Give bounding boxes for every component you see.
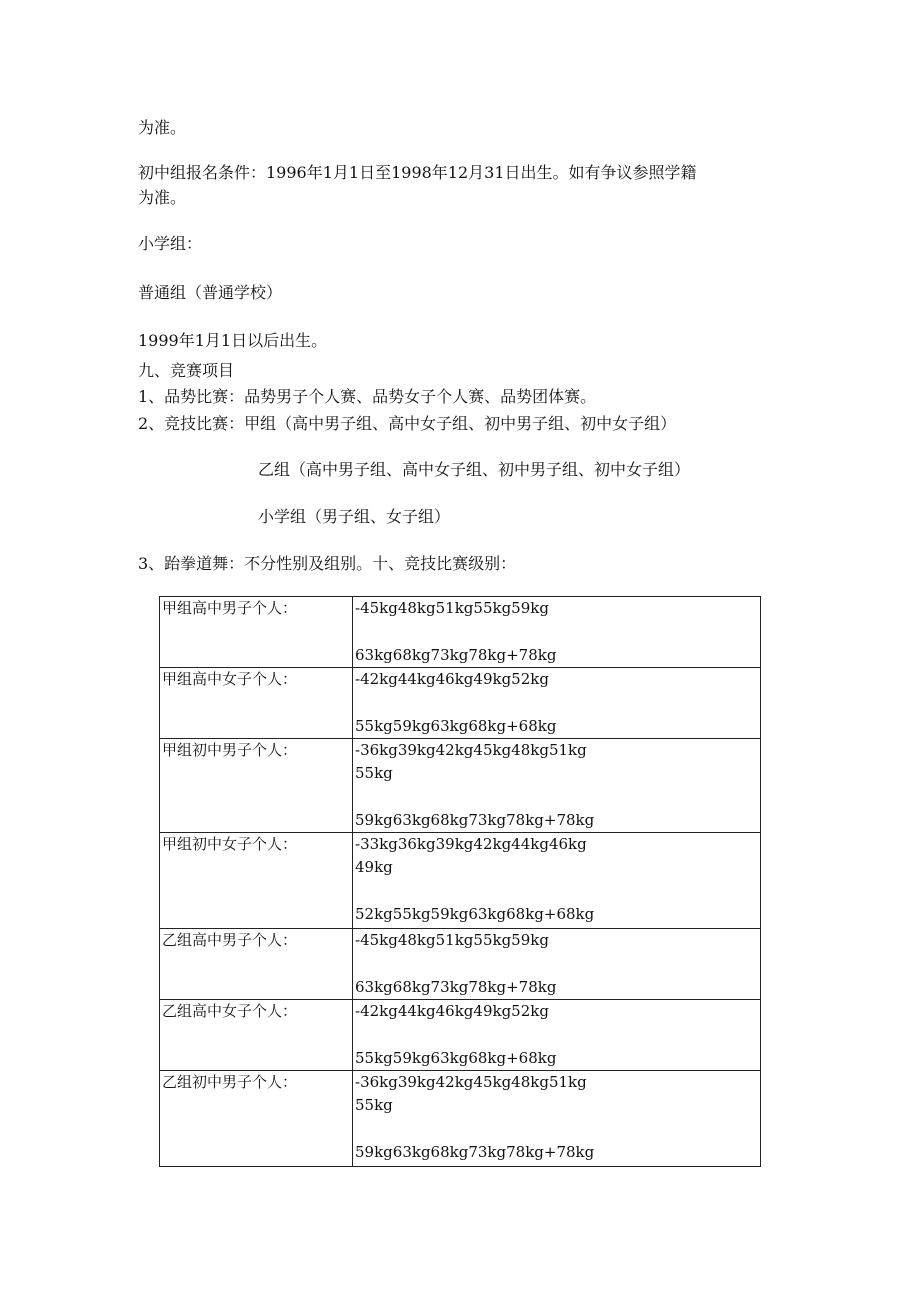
table-row <box>160 1071 761 1167</box>
weights-line: 55kg59kg63kg68kg+68kg <box>355 1049 557 1067</box>
weights-line: -45kg48kg51kg55kg59kg <box>355 931 549 949</box>
weights-line: 63kg68kg73kg78kg+78kg <box>355 978 557 996</box>
text-line: 小学组（男子组、女子组） <box>258 507 451 526</box>
weights-cell <box>353 929 761 1000</box>
group-cell: 甲组初中女子个人： <box>160 833 353 929</box>
weights-line: -36kg39kg42kg45kg48kg51kg <box>355 1073 587 1091</box>
weights-line: 55kg59kg63kg68kg+68kg <box>355 717 557 735</box>
table-row <box>160 929 761 1000</box>
text-line: 1999年1月1日以后出生。 <box>138 331 328 350</box>
weights-line: -45kg48kg51kg55kg59kg <box>355 599 549 617</box>
weights-line: -33kg36kg39kg42kg44kg46kg <box>355 835 587 853</box>
table-row <box>160 739 761 833</box>
weights-cell <box>353 739 761 833</box>
table-row <box>160 668 761 739</box>
text-line: 2、竞技比赛：甲组（高中男子组、高中女子组、初中男子组、初中女子组） <box>138 414 677 433</box>
group-cell: 乙组初中男子个人： <box>160 1071 353 1167</box>
weights-line: 59kg63kg68kg73kg78kg+78kg <box>355 1143 595 1161</box>
table-row <box>160 833 761 929</box>
weights-line: -36kg39kg42kg45kg48kg51kg <box>355 741 587 759</box>
text-line: 为准。 <box>138 118 187 137</box>
table-row <box>160 1000 761 1071</box>
weights-cell <box>353 833 761 929</box>
weights-line: 55kg <box>355 1096 393 1114</box>
weights-line: 63kg68kg73kg78kg+78kg <box>355 646 557 664</box>
weights-line: -42kg44kg46kg49kg52kg <box>355 1002 549 1020</box>
group-cell: 甲组初中男子个人： <box>160 739 353 833</box>
text-line: 普通组（普通学校） <box>138 283 283 302</box>
text-line: 3、跆拳道舞：不分性别及组别。十、竞技比赛级别： <box>138 554 517 573</box>
weight-class-table <box>159 596 761 1167</box>
group-cell: 甲组高中女子个人： <box>160 668 353 739</box>
weights-cell <box>353 597 761 668</box>
weights-line: 52kg55kg59kg63kg68kg+68kg <box>355 905 595 923</box>
weights-line: -42kg44kg46kg49kg52kg <box>355 670 549 688</box>
weights-cell <box>353 1000 761 1071</box>
group-cell: 乙组高中女子个人： <box>160 1000 353 1071</box>
weights-line: 55kg <box>355 764 393 782</box>
text-line: 1、品势比赛：品势男子个人赛、品势女子个人赛、品势团体赛。 <box>138 387 597 406</box>
section-heading: 九、竞赛项目 <box>138 361 235 380</box>
text-line: 为准。 <box>138 188 187 207</box>
group-cell: 甲组高中男子个人： <box>160 597 353 668</box>
group-cell: 乙组高中男子个人： <box>160 929 353 1000</box>
text-line: 乙组（高中男子组、高中女子组、初中男子组、初中女子组） <box>258 460 691 479</box>
weights-cell <box>353 668 761 739</box>
weights-line: 59kg63kg68kg73kg78kg+78kg <box>355 811 595 829</box>
text-line: 初中组报名条件：1996年1月1日至1998年12月31日出生。如有争议参照学籍 <box>138 163 697 182</box>
text-line: 小学组： <box>138 234 203 253</box>
weights-line: 49kg <box>355 858 393 876</box>
weights-cell <box>353 1071 761 1167</box>
table-row <box>160 597 761 668</box>
